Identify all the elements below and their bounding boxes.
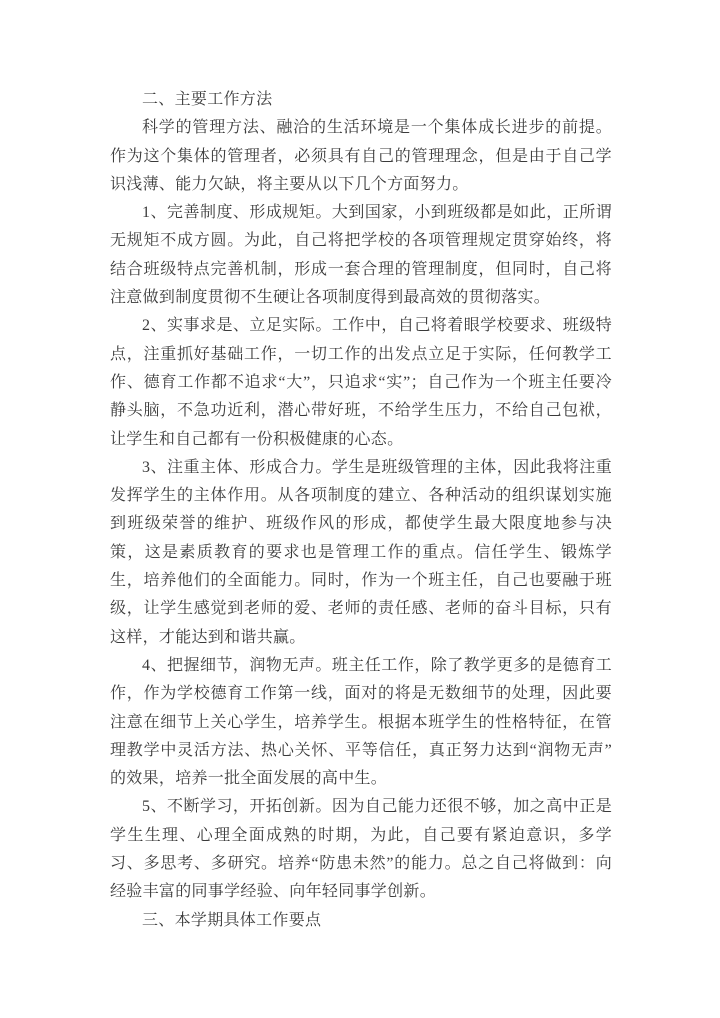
paragraph-item-1-rules: 1、完善制度、形成规矩。大到国家，小到班级都是如此，正所谓无规矩不成方圆。为此，自己将把学校的各项管理规定贯穿始终，将结合班级特点完善机制，形成一套合理的管理制度，但同时，自己将注意做到制度贯彻不生硬让各项制度得到最高效的贯彻落实。 — [110, 204, 612, 307]
paragraph-item-5-learning: 5、不断学习，开拓创新。因为自己能力还很不够，加之高中正是学生生理、心理全面成熟的时期，为此，自己要有紧迫意识，多学习、多思考、多研究。培养“防患未然”的能力。总之自己将做到：向经验丰富的同事学经验、向年轻同事学创新。 — [110, 798, 612, 901]
document-body — [110, 86, 612, 935]
paragraph-item-2-practical: 2、实事求是、立足实际。工作中，自己将着眼学校要求、班级特点，注重抓好基础工作，一切工作的出发点立足于实际，任何教学工作、德育工作都不追求“大”，只追求“实”；自己作为一个班主任要冷静头脑，不急功近利，潜心带好班，不给学生压力，不给自己包袱，让学生和自己都有一份积极健康的心态。 — [110, 317, 612, 448]
paragraph-item-4-details: 4、把握细节，润物无声。班主任工作，除了教学更多的是德育工作，作为学校德育工作第一线，面对的将是无数细节的处理，因此要注意在细节上关心学生，培养学生。根据本班学生的性格特征，在管理教学中灵活方法、热心关怀、平等信任，真正努力达到“润物无声”的效果，培养一批全面发展的高中生。 — [110, 656, 612, 788]
section-heading-semester-keypoints: 三、本学期具体工作要点 — [142, 911, 322, 929]
paragraph-methods-intro: 科学的管理方法、融洽的生活环境是一个集体成长进步的前提。作为这个集体的管理者，必须具有自己的管理理念，但是由于自己学识浅薄、能力欠缺，将主要从以下几个方面努力。 — [110, 119, 612, 193]
section-heading-main-methods: 二、主要工作方法 — [142, 91, 273, 108]
paragraph-item-3-students-as-subject: 3、注重主体、形成合力。学生是班级管理的主体，因此我将注重发挥学生的主体作用。从各项制度的建立、各种活动的组织谋划实施到班级荣誉的维护、班级作风的形成，都使学生最大限度地参与决策，这是素质教育的要求也是管理工作的重点。信任学生、锻炼学生，培养他们的全面能力。同时，作为一个班主任，自己也要融于班级，让学生感觉到老师的爱、老师的责任感、老师的奋斗目标，只有这样，才能达到和谐共赢。 — [110, 458, 612, 646]
